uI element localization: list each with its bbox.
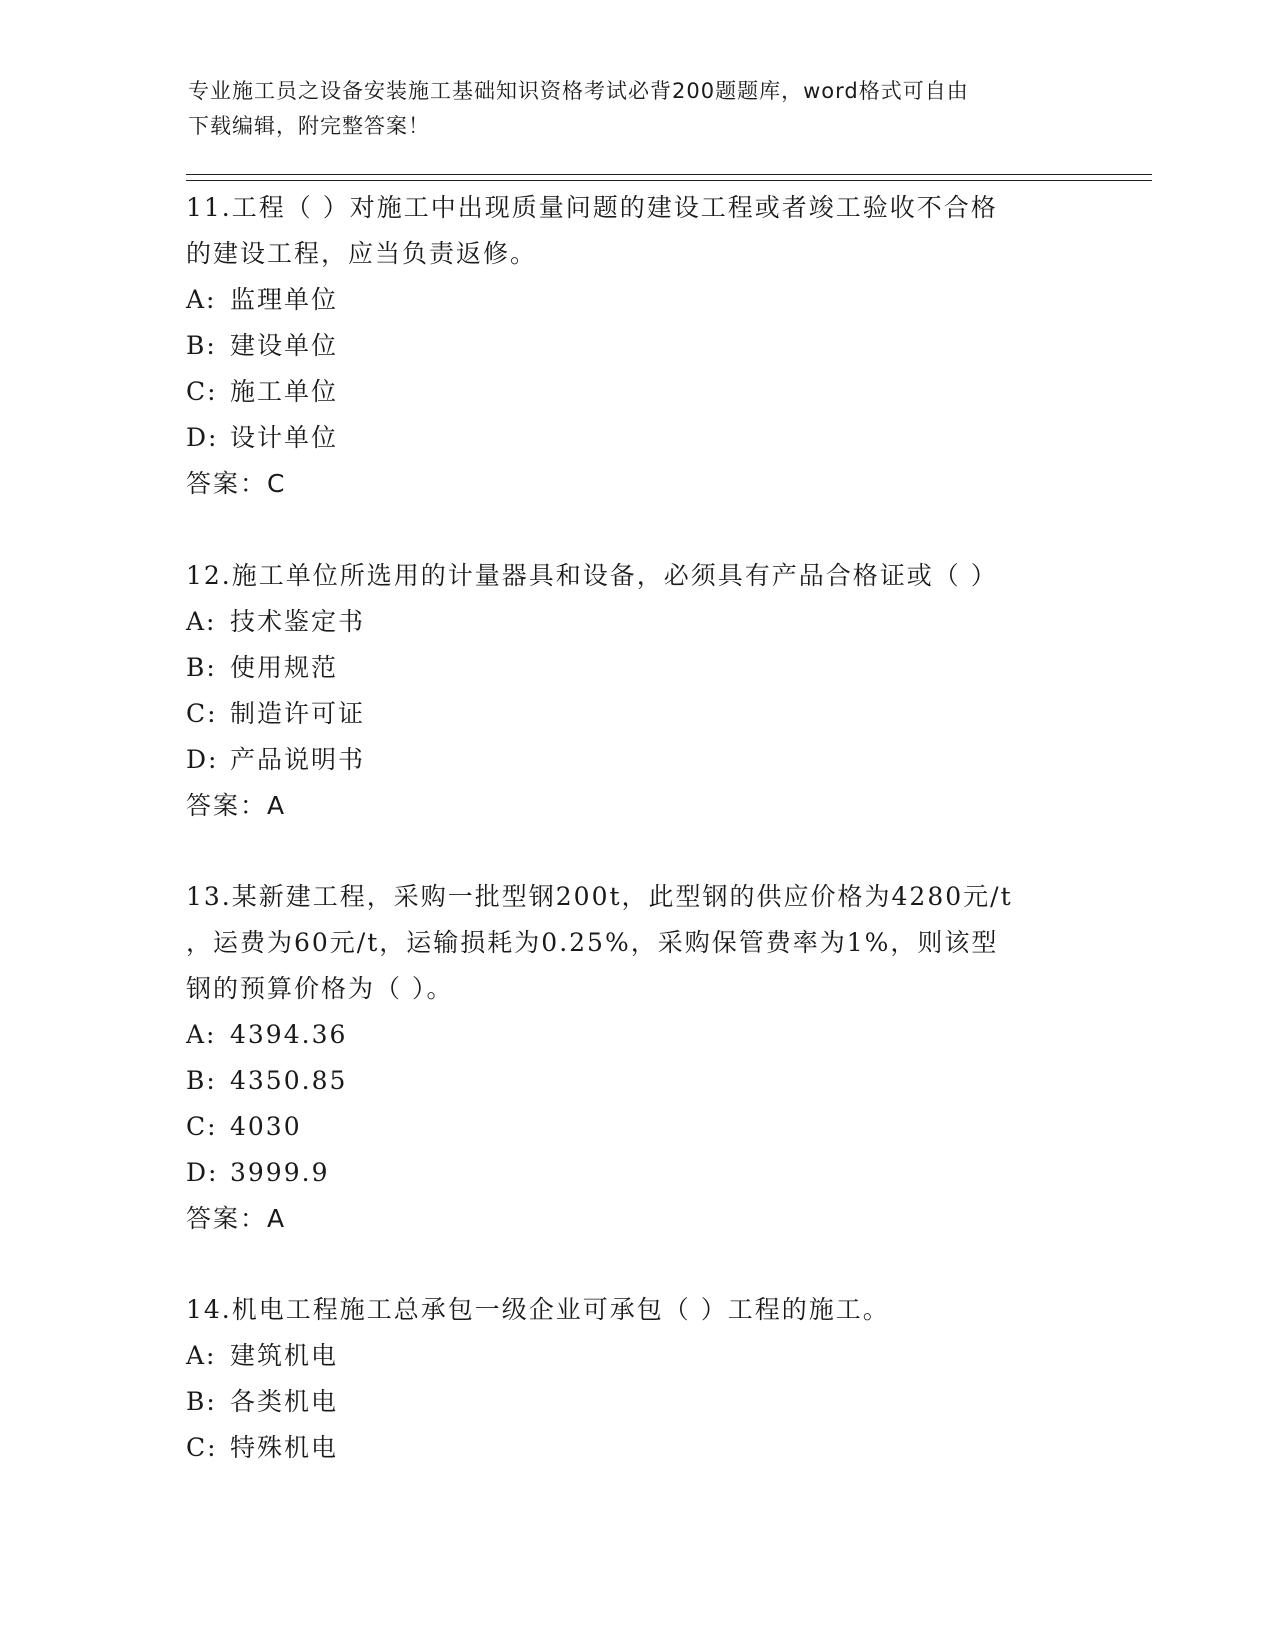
option-a (186, 1012, 1066, 1058)
option-d (186, 737, 1066, 783)
option-label: A: (186, 285, 217, 314)
option-c (186, 369, 1066, 415)
option-label: B: (186, 653, 217, 682)
option-a (186, 1333, 1066, 1379)
option-text: 技术鉴定书 (230, 607, 366, 636)
option-text: 建设单位 (230, 331, 339, 360)
header-line-2: 下载编辑，附完整答案！ (188, 114, 430, 138)
option-text: 使用规范 (230, 653, 339, 682)
question-stem-line: 11.工程（ ）对施工中出现质量问题的建设工程或者竣工验收不合格 (186, 193, 998, 222)
question-13 (186, 874, 1066, 1242)
option-label: A: (186, 1020, 217, 1049)
option-label: B: (186, 331, 217, 360)
question-stem-line: 12.施工单位所选用的计量器具和设备，必须具有产品合格证或（ ） (186, 561, 998, 590)
option-label: B: (186, 1387, 217, 1416)
option-text: 4350.85 (230, 1066, 348, 1095)
option-label: A: (186, 1341, 217, 1370)
option-text: 设计单位 (230, 423, 339, 452)
option-b (186, 645, 1066, 691)
question-stem-line: 钢的预算价格为（ ）。 (186, 974, 454, 1003)
option-c (186, 691, 1066, 737)
option-c (186, 1425, 1066, 1471)
question-11 (186, 185, 1066, 507)
option-text: 监理单位 (230, 285, 339, 314)
option-b (186, 1379, 1066, 1425)
option-a (186, 599, 1066, 645)
option-a (186, 277, 1066, 323)
option-text: 制造许可证 (230, 699, 366, 728)
header-divider-top (186, 174, 1152, 175)
answer-line: 答案：A (186, 1204, 287, 1233)
option-label: D: (186, 745, 219, 774)
option-d (186, 415, 1066, 461)
question-12 (186, 553, 1066, 829)
option-text: 3999.9 (230, 1158, 330, 1187)
option-label: B: (186, 1066, 217, 1095)
option-label: A: (186, 607, 217, 636)
option-text: 施工单位 (230, 377, 339, 406)
option-label: D: (186, 423, 219, 452)
option-label: C: (186, 1433, 218, 1462)
answer-line: 答案：A (186, 791, 287, 820)
question-stem (186, 553, 1066, 599)
question-stem-line: 的建设工程，应当负责返修。 (186, 239, 538, 268)
question-stem (186, 874, 1066, 1012)
option-text: 产品说明书 (230, 745, 366, 774)
document-header (188, 74, 1088, 144)
option-label: C: (186, 377, 218, 406)
option-text: 特殊机电 (230, 1433, 339, 1462)
option-b (186, 323, 1066, 369)
question-14 (186, 1287, 1066, 1471)
option-c (186, 1104, 1066, 1150)
option-text: 建筑机电 (230, 1341, 339, 1370)
option-label: C: (186, 699, 218, 728)
option-label: D: (186, 1158, 219, 1187)
question-stem-line: 14.机电工程施工总承包一级企业可承包（ ）工程的施工。 (186, 1295, 890, 1324)
header-divider-bottom (186, 180, 1152, 181)
option-label: C: (186, 1112, 218, 1141)
option-text: 4394.36 (230, 1020, 348, 1049)
option-d (186, 1150, 1066, 1196)
header-line-1: 专业施工员之设备安装施工基础知识资格考试必背200题题库，word格式可自由 (188, 79, 969, 103)
answer-line: 答案：C (186, 469, 287, 498)
question-stem-line: ，运费为60元/t，运输损耗为0.25%，采购保管费率为1%，则该型 (186, 928, 999, 957)
question-stem-line: 13.某新建工程，采购一批型钢200t，此型钢的供应价格为4280元/t (186, 882, 1013, 911)
option-b (186, 1058, 1066, 1104)
question-stem (186, 1287, 1066, 1333)
option-text: 各类机电 (230, 1387, 339, 1416)
option-text: 4030 (230, 1112, 302, 1141)
question-stem (186, 185, 1066, 277)
